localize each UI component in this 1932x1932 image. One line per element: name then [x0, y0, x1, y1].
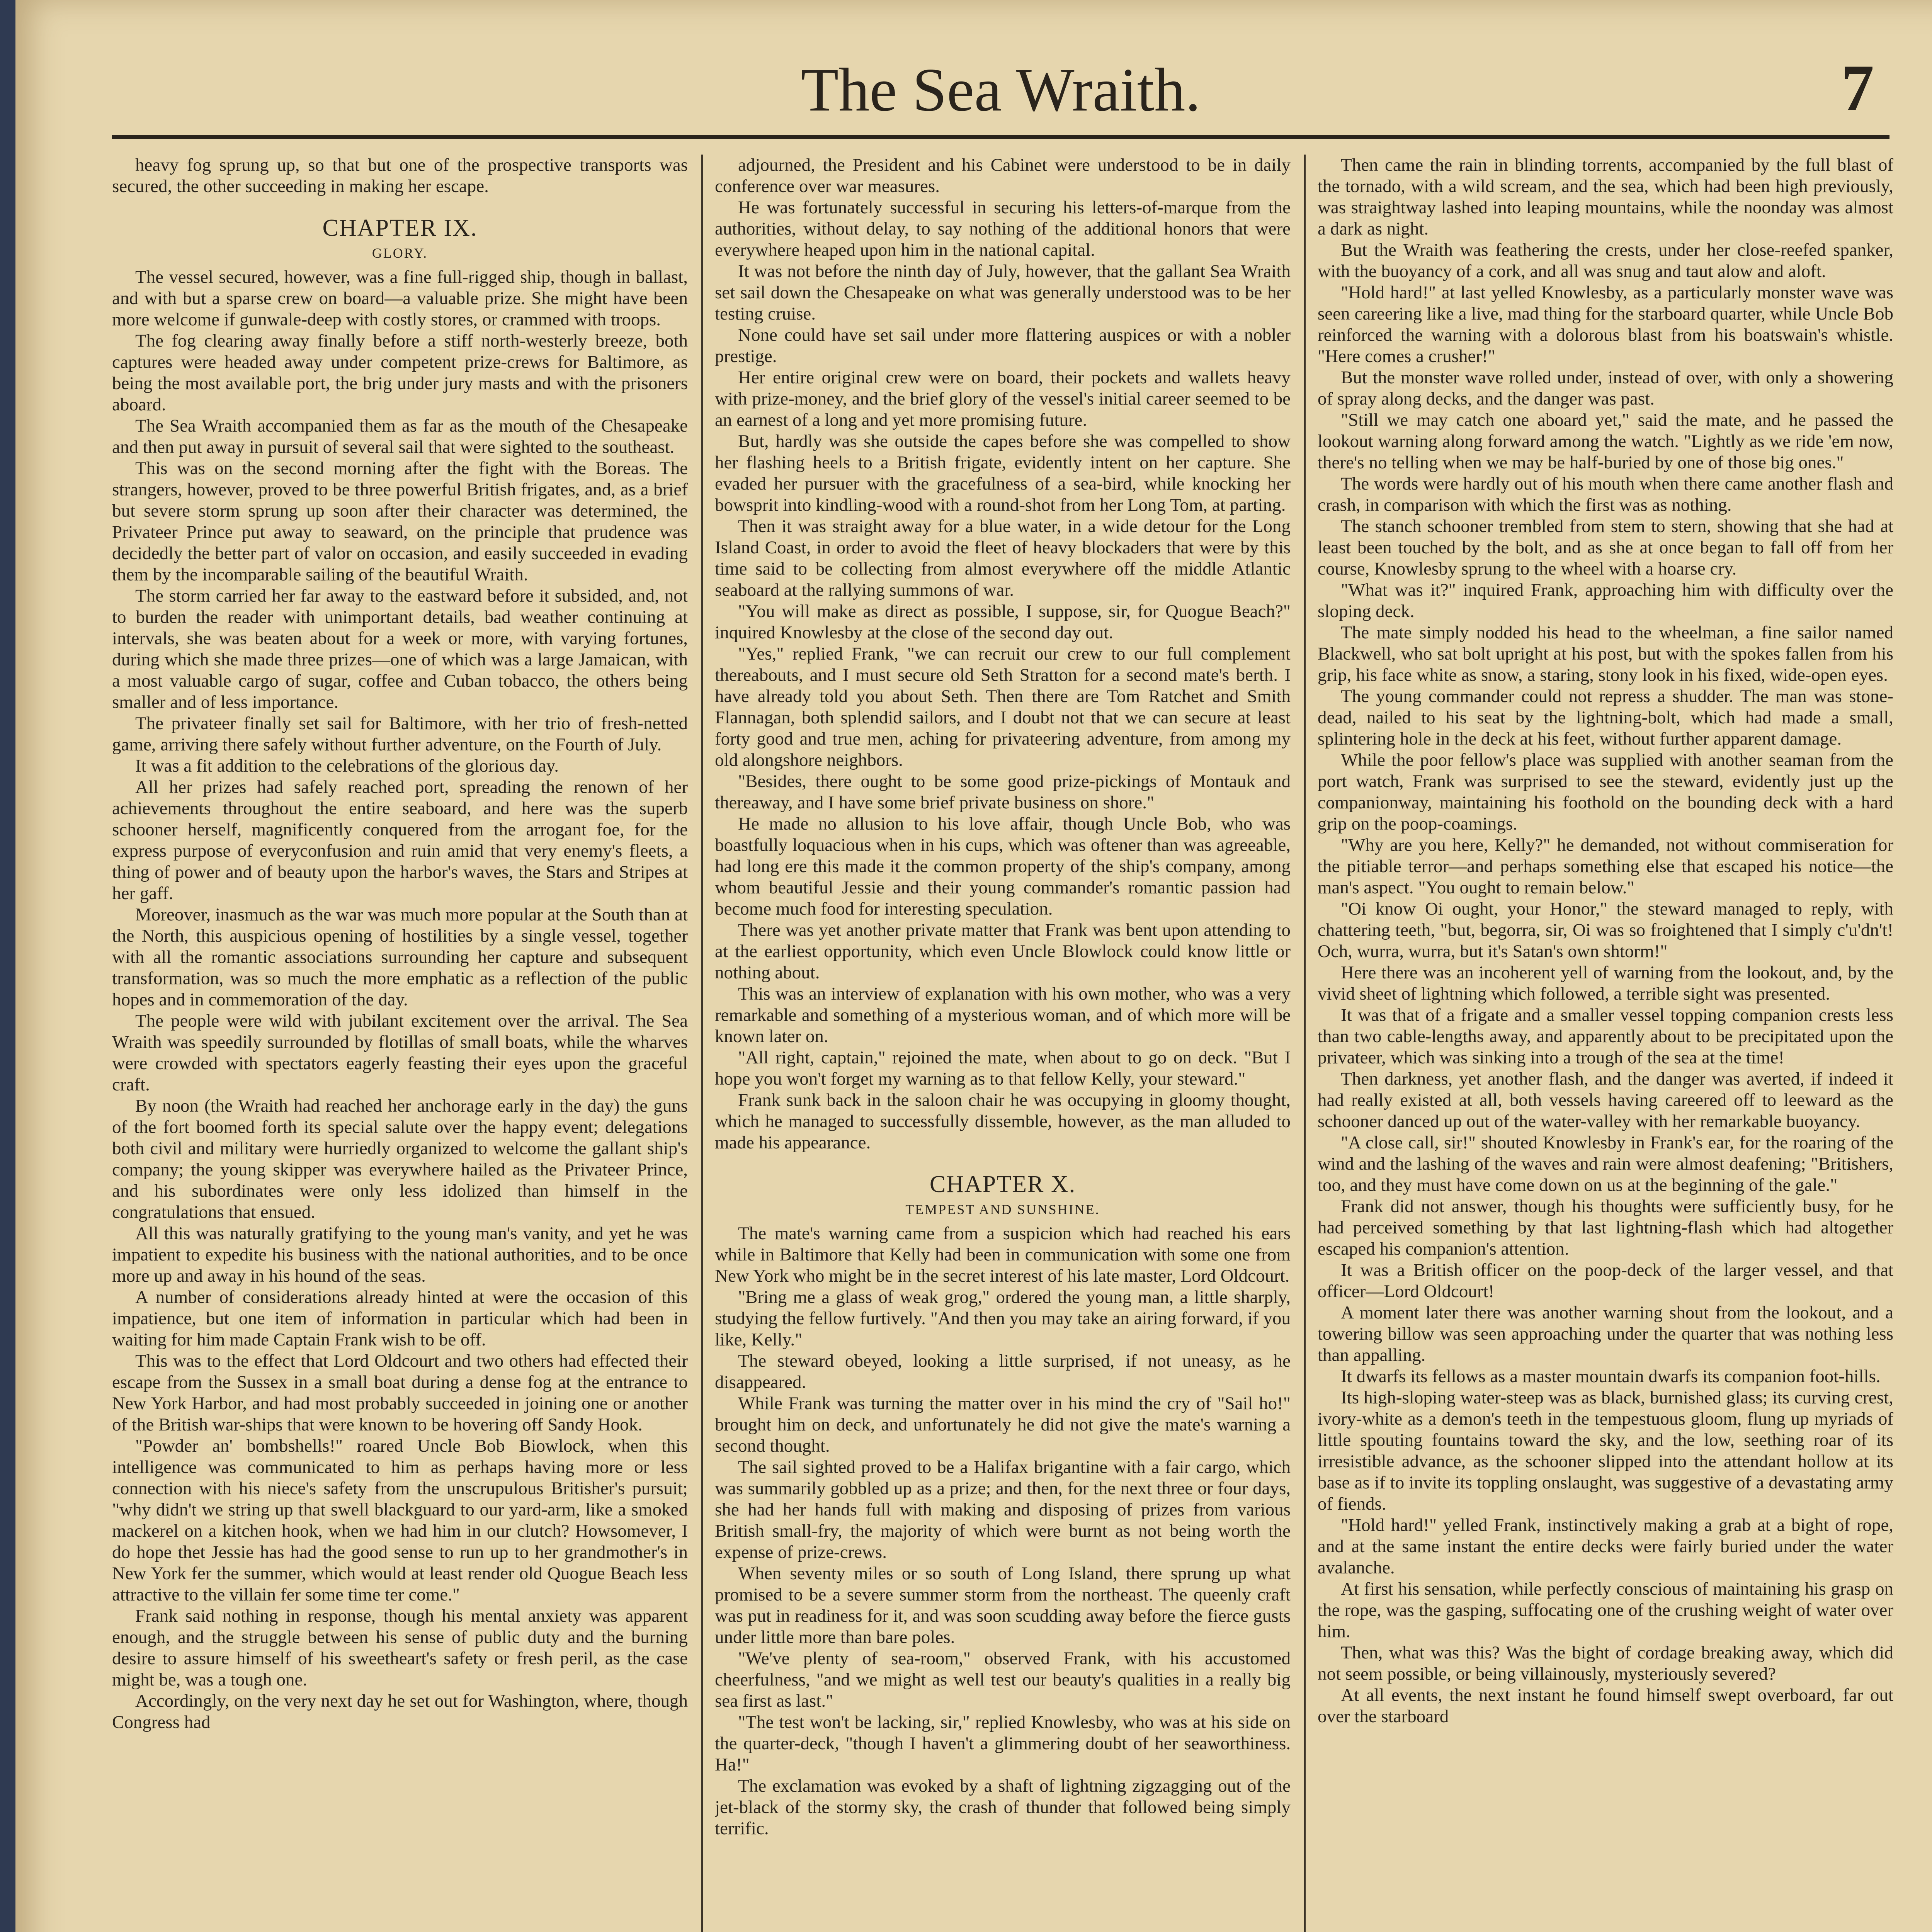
article-paragraph: While the poor fellow's place was supplied with another seaman from the port watch, Frank was surprised to see the steward, evidently just up the companionway, maintaining his foothold on the bounding deck with a hard grip on the poop-coamings.	[1318, 750, 1893, 834]
article-paragraph: Its high-sloping water-steep was as black, burnished glass; its curving crest, ivory-white as a demon's teeth in the tempestuous gloom, flung up myriads of little spouting fountains toward the sky, and the low, seething roar of its irresistible advance, as the schooner slipped into the attendant hollow at its base as if to invite its toppling onslaught, was suggestive of a devastating army of fiends.	[1318, 1388, 1893, 1514]
article-paragraph: "Yes," replied Frank, "we can recruit our crew to our full complement thereabouts, and I must secure old Seth Stratton for a second mate's berth. I have already told you about Seth. Then there are Tom Ratchet and Smith Flannagan, both splendid sailors, and I doubt not that we can secure at least forty good and true men, aching for privateering adventure, from among my old alongshore neighbors.	[715, 644, 1291, 770]
article-paragraph: Here there was an incoherent yell of warning from the lookout, and, by the vivid sheet of lightning which followed, a terrible sight was presented.	[1318, 963, 1893, 1004]
article-paragraph: At all events, the next instant he found himself swept overboard, far out over the starboard	[1318, 1685, 1893, 1726]
page-header	[112, 46, 1889, 139]
article-paragraph: The sail sighted proved to be a Halifax brigantine with a fair cargo, which was summarily gobbled up as a prize; and then, for the next three or four days, she had her hands full with making and disposing of prizes from various British small-fry, the majority of which were burnt as not being worth the expense of prize-crews.	[715, 1457, 1291, 1562]
article-paragraph: The steward obeyed, looking a little surprised, if not uneasy, as he disappeared.	[715, 1351, 1291, 1392]
article-paragraph: Then came the rain in blinding torrents, accompanied by the full blast of the tornado, with a wild scream, and the sea, which had been high previously, was straightway lashed into leaping mountains, while the noonday was almost a dark as night.	[1318, 155, 1893, 239]
chapter-heading: CHAPTER IX.	[322, 215, 478, 241]
article-paragraph: The mate's warning came from a suspicion which had reached his ears while in Baltimore that Kelly had been in communication with some one from New York who might be in the secret interest of his late master, Lord Oldcourt.	[715, 1223, 1291, 1286]
article-paragraph: While Frank was turning the matter over in his mind the cry of "Sail ho!" brought him on deck, and unfortunately he did not give the mate's warning a second thought.	[715, 1393, 1291, 1456]
chapter-subtitle: TEMPEST AND SUNSHINE.	[905, 1202, 1100, 1217]
chapter-heading: CHAPTER X.	[929, 1171, 1076, 1197]
article-paragraph: He was fortunately successful in securing his letters-of-marque from the authorities, without delay, to say nothing of the additional honors that were everywhere heaped upon him in the national capital.	[715, 197, 1291, 260]
article-paragraph: heavy fog sprung up, so that but one of the prospective transports was secured, the other succeeding in making her escape.	[112, 155, 688, 196]
article-paragraph: But, hardly was she outside the capes before she was compelled to show her flashing heels to a British frigate, evidently intent on her capture. She evaded her pursuer with the gracefulness of a sea-bird, while knocking her bowsprit into kindling-wood with a round-shot from her Long Tom, at parting.	[715, 431, 1291, 515]
article-paragraph: Then darkness, yet another flash, and the danger was averted, if indeed it had really existed at all, both vessels having careered off to leeward as the schooner danced up out of the water-valley with her remarkable buoyancy.	[1318, 1069, 1893, 1131]
article-paragraph: "Hold hard!" at last yelled Knowlesby, as a particularly monster wave was seen careering like a live, mad thing for the starboard quarter, while Uncle Bob reinforced the warning with a dolorous blast from his boatswain's whistle. "Here comes a crusher!"	[1318, 282, 1893, 366]
column-divider	[1304, 155, 1306, 1932]
article-paragraph: Accordingly, on the very next day he set out for Washington, where, though Congress had	[112, 1691, 688, 1732]
article-paragraph: "You will make as direct as possible, I suppose, sir, for Quogue Beach?" inquired Knowlesby at the close of the second day out.	[715, 601, 1291, 643]
article-paragraph: None could have set sail under more flattering auspices or with a nobler prestige.	[715, 325, 1291, 366]
page-number: 7	[1841, 51, 1874, 124]
article-paragraph: Then, what was this? Was the bight of cordage breaking away, which did not seem possible, or being villainously, mysteriously severed?	[1318, 1643, 1893, 1684]
article-paragraph: There was yet another private matter that Frank was bent upon attending to at the earliest opportunity, which even Uncle Blowlock could know little or nothing about.	[715, 920, 1291, 983]
article-paragraph: "Still we may catch one aboard yet," said the mate, and he passed the lookout warning along forward among the watch. "Lightly as we ride 'em now, there's no telling when we may be half-buried by one of those big ones."	[1318, 410, 1893, 473]
column-2	[715, 155, 1291, 1932]
article-paragraph: "The test won't be lacking, sir," replied Knowlesby, who was at his side on the quarter-deck, "though I haven't a glimmering doubt of her seaworthiness. Ha!"	[715, 1712, 1291, 1775]
article-paragraph: The Sea Wraith accompanied them as far as the mouth of the Chesapeake and then put away in pursuit of several sail that were sighted to the southeast.	[112, 416, 688, 457]
article-paragraph: The mate simply nodded his head to the wheelman, a fine sailor named Blackwell, who sat bolt upright at his post, but with the spokes fallen from his grip, his face white as snow, a staring, stony look in his fixed, wide-open eyes.	[1318, 622, 1893, 685]
article-paragraph: "Powder an' bombshells!" roared Uncle Bob Biowlock, when this intelligence was communicated to him as perhaps having more or less connection with his niece's safety from the unscrupulous Britisher's pursuit; "why didn't we string up that swell blackguard to our yard-arm, like a smoked mackerel on a kitchen hook, when we had him in our clutch? Howsomever, I do hope thet Jessie has had the good sense to run up to her grandmother's in New York fer the summer, which would at least render old Quogue Beach less attractive to the villain fer some time ter come."	[112, 1436, 688, 1605]
article-paragraph: Moreover, inasmuch as the war was much more popular at the South than at the North, this auspicious opening of hostilities by a single vessel, together with all the romantic associations surrounding her capture and subsequent transformation, was so much the more emphatic as a reflection of the public hopes and in commemoration of the day.	[112, 905, 688, 1010]
article-paragraph: "We've plenty of sea-room," observed Frank, with his accustomed cheerfulness, "and we might as well test our beauty's qualities in a really big sea first as last."	[715, 1648, 1291, 1711]
article-paragraph: "Why are you here, Kelly?" he demanded, not without commiseration for the pitiable terror—and perhaps something else that escaped his notice—the man's aspect. "You ought to remain below."	[1318, 835, 1893, 898]
article-paragraph: This was an interview of explanation with his own mother, who was a very remarkable and something of a mysterious woman, and of which more will be known later on.	[715, 984, 1291, 1046]
article-paragraph: "What was it?" inquired Frank, approaching him with difficulty over the sloping deck.	[1318, 580, 1893, 621]
article-paragraph: "All right, captain," rejoined the mate, when about to go on deck. "But I hope you won't forget my warning as to that fellow Kelly, your steward."	[715, 1048, 1291, 1089]
article-paragraph: It dwarfs its fellows as a master mountain dwarfs its companion foot-hills.	[1341, 1366, 1881, 1386]
article-paragraph: It was not before the ninth day of July, however, that the gallant Sea Wraith set sail down the Chesapeake on what was generally understood was to be her testing cruise.	[715, 261, 1291, 324]
article-paragraph: The young commander could not repress a shudder. The man was stone-dead, nailed to his seat by the lightning-bolt, which had made a small, splintering hole in the deck at his feet, without further apparent damage.	[1318, 686, 1893, 749]
text-columns	[112, 155, 1893, 1932]
article-paragraph: By noon (the Wraith had reached her anchorage early in the day) the guns of the fort boomed forth its special salute over the happy event; delegations both civil and military were hurriedly organized to welcome the gallant ship's company; the young skipper was everywhere hailed as the Privateer Prince, and his subordinates were only less idolized than himself in the congratulations that ensued.	[112, 1096, 688, 1222]
article-paragraph: But the monster wave rolled under, instead of over, with only a showering of spray along decks, and the danger was past.	[1318, 367, 1893, 409]
magazine-page	[15, 0, 1932, 1932]
chapter-subtitle: GLORY.	[372, 245, 428, 261]
article-paragraph: adjourned, the President and his Cabinet were understood to be in daily conference over war measures.	[715, 155, 1291, 196]
article-paragraph: The people were wild with jubilant excitement over the arrival. The Sea Wraith was speedily surrounded by flotillas of small boats, while the wharves were crowded with spectators eagerly feasting their eyes upon the graceful craft.	[112, 1011, 688, 1095]
article-paragraph: The stanch schooner trembled from stem to stern, showing that she had at least been touched by the bolt, and as she at once began to fall off from her course, Knowlesby sprung to the wheel with a hoarse cry.	[1318, 516, 1893, 579]
article-paragraph: "Oi know Oi ought, your Honor," the steward managed to reply, with chattering teeth, "but, begorra, sir, Oi was so froightened that I simply c'u'dn't! Och, wurra, wurra, but it's Satan's own shtorm!"	[1318, 899, 1893, 961]
column-divider	[701, 155, 703, 1932]
article-paragraph: When seventy miles or so south of Long Island, there sprung up what promised to be a severe summer storm from the northeast. The queenly craft was put in readiness for it, and was soon scudding away before the fierce gusts under little more than bare poles.	[715, 1563, 1291, 1647]
article-paragraph: The words were hardly out of his mouth when there came another flash and crash, in comparison with which the first was as nothing.	[1318, 474, 1893, 515]
article-paragraph: "Besides, there ought to be some good prize-pickings of Montauk and thereaway, and I have some brief private business on shore."	[715, 771, 1291, 813]
article-paragraph: Frank sunk back in the saloon chair he was occupying in gloomy thought, which he managed to successfully dissemble, however, as the man alluded to made his appearance.	[715, 1090, 1291, 1153]
article-paragraph: Frank said nothing in response, though his mental anxiety was apparent enough, and the struggle between his sense of public duty and the burning desire to assure himself of his sweetheart's safety or fresh peril, as the case might be, was a tough one.	[112, 1606, 688, 1690]
article-paragraph: Her entire original crew were on board, their pockets and wallets heavy with prize-money, and the brief glory of the vessel's initial career seemed to be an earnest of a long and yet more promising future.	[715, 367, 1291, 430]
article-paragraph: The fog clearing away finally before a stiff north-westerly breeze, both captures were headed away under competent prize-crews for Baltimore, as being the most available port, the brig under jury masts and with the prisoners aboard.	[112, 331, 688, 415]
article-paragraph: All this was naturally gratifying to the young man's vanity, and yet he was impatient to expedite his business with the national authorities, and to be once more up and away in his hound of the seas.	[112, 1223, 688, 1286]
article-paragraph: At first his sensation, while perfectly conscious of maintaining his grasp on the rope, was the gasping, suffocating one of the crushing weight of water over him.	[1318, 1579, 1893, 1641]
article-paragraph: "A close call, sir!" shouted Knowlesby in Frank's ear, for the roaring of the wind and the lashing of the waves and rain were almost deafening; "Britishers, too, and they must have come down on us at the beginning of the gale."	[1318, 1133, 1893, 1195]
article-paragraph: This was on the second morning after the fight with the Boreas. The strangers, however, proved to be three powerful British frigates, and, as a brief but severe storm sprung up soon after their character was determined, the Privateer Prince put away to seaward, on the principle that prudence was decidedly the better part of valor on occasion, and easily succeeded in evading them by the incomparable sailing of the beautiful Wraith.	[112, 458, 688, 585]
article-paragraph: He made no allusion to his love affair, though Uncle Bob, who was boastfully loquacious when in his cups, which was oftener than was agreeable, had long ere this made it the common property of the ship's company, among whom beautiful Jessie and their young commander's romantic passion had become much food for interesting speculation.	[715, 814, 1291, 919]
article-paragraph: A number of considerations already hinted at were the occasion of this impatience, but one item of information in particular which had been in waiting for him made Captain Frank wish to be off.	[112, 1287, 688, 1350]
article-paragraph: The vessel secured, however, was a fine full-rigged ship, though in ballast, and with but a sparse crew on board—a valuable prize. She might have been more welcome if gunwale-deep with costly stores, or crammed with troops.	[112, 267, 688, 330]
column-3	[1318, 155, 1893, 1932]
article-paragraph: It was a fit addition to the celebrations of the glorious day.	[135, 756, 559, 776]
article-paragraph: The storm carried her far away to the eastward before it subsided, and, not to burden the reader with unimportant details, bad weather continuing at intervals, she was beaten about for a week or more, with varying fortunes, during which she made three prizes—one of which was a large Jamaican, with a most valuable cargo of sugar, coffee and Cuban tobacco, the others being smaller and of less importance.	[112, 586, 688, 712]
article-paragraph: This was to the effect that Lord Oldcourt and two others had effected their escape from the Sussex in a small boat during a dense fog at the entrance to New York Harbor, and had most probably succeeded in joining one or another of the British war-ships that were known to be hovering off Sandy Hook.	[112, 1351, 688, 1435]
running-title: The Sea Wraith.	[801, 55, 1201, 124]
article-paragraph: But the Wraith was feathering the crests, under her close-reefed spanker, with the buoyancy of a cork, and all was snug and taut alow and aloft.	[1318, 240, 1893, 281]
article-paragraph: Frank did not answer, though his thoughts were sufficiently busy, for he had perceived something by that last lightning-flash which had altogether escaped his companion's attention.	[1318, 1196, 1893, 1259]
article-paragraph: Then it was straight away for a blue water, in a wide detour for the Long Island Coast, in order to avoid the fleet of heavy blockaders that were by this time said to be collecting from almost everywhere off the middle Atlantic seaboard at the rallying summons of war.	[715, 516, 1291, 600]
article-paragraph: It was a British officer on the poop-deck of the larger vessel, and that officer—Lord Oldcourt!	[1318, 1260, 1893, 1301]
article-paragraph: The exclamation was evoked by a shaft of lightning zigzagging out of the jet-black of the stormy sky, the crash of thunder that followed being simply terrific.	[715, 1776, 1291, 1838]
article-paragraph: A moment later there was another warning shout from the lookout, and a towering billow was seen approaching under the quarter that was nothing less than appalling.	[1318, 1303, 1893, 1365]
article-paragraph: It was that of a frigate and a smaller vessel topping companion crests less than two cable-lengths away, and apparently about to be precipitated upon the privateer, which was sinking into a trough of the sea at the time!	[1318, 1005, 1893, 1068]
column-1	[112, 155, 688, 1932]
article-paragraph: The privateer finally set sail for Baltimore, with her trio of fresh-netted game, arriving there safely without further adventure, on the Fourth of July.	[112, 713, 688, 755]
article-paragraph: "Bring me a glass of weak grog," ordered the young man, a little sharply, studying the fellow furtively. "And then you may take an airing forward, if you like, Kelly."	[715, 1287, 1291, 1350]
article-paragraph: "Hold hard!" yelled Frank, instinctively making a grab at a bight of rope, and at the same instant the entire decks were fairly buried under the water avalanche.	[1318, 1515, 1893, 1578]
article-paragraph: All her prizes had safely reached port, spreading the renown of her achievements throughout the entire seaboard, and here was the superb schooner herself, magnificently conquered from the arrogant foe, for the express purpose of everyconfusion and ruin amid that very enemy's fleets, a thing of power and of beauty upon the harbor's waves, the Stars and Stripes at her gaff.	[112, 777, 688, 903]
